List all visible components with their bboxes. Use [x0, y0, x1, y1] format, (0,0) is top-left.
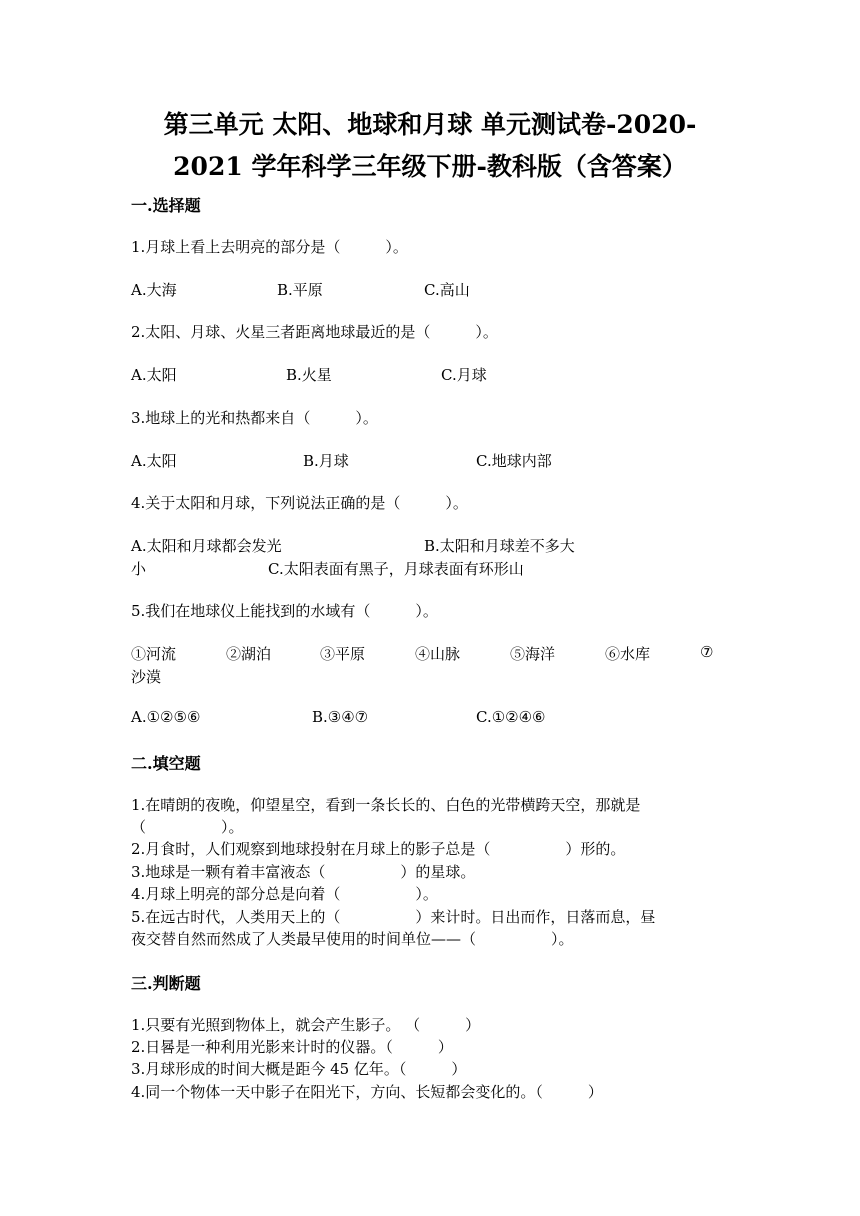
option-a: A.太阳 [131, 452, 177, 470]
list-item: ③平原 [320, 645, 366, 663]
question-stem: 3.地球上的光和热都来自（ ）。 [131, 409, 378, 427]
option-a: A.太阳和月球都会发光 [131, 537, 282, 555]
question-stem: 5.我们在地球仪上能找到的水域有（ ）。 [131, 602, 438, 620]
option-a: A.大海 [131, 281, 177, 299]
document-title [120, 104, 740, 188]
option-a: A.①②⑤⑥ [131, 708, 201, 726]
list-item-continued: 沙漠 [131, 668, 162, 686]
judge-line: 4.同一个物体一天中影子在阳光下，方向、长短都会变化的。（ ） [131, 1083, 603, 1101]
option-b: B.③④⑦ [312, 708, 369, 726]
option-a: A.太阳 [131, 366, 177, 384]
option-c: C.①②④⑥ [476, 708, 546, 726]
option-b: B.太阳和月球差不多大 [424, 537, 575, 555]
option-b-continued: 小 [131, 560, 147, 578]
list-item: ⑥水库 [605, 645, 651, 663]
list-item: ②湖泊 [226, 645, 272, 663]
option-b: B.平原 [277, 281, 323, 299]
fill-line: 3.地球是一颗有着丰富液态（ ）的星球。 [131, 863, 476, 881]
section-heading-choice: 一.选择题 [131, 196, 201, 215]
title-line-1: 第三单元 太阳、地球和月球 单元测试卷-2020- [163, 110, 697, 139]
list-item: ⑤海洋 [510, 645, 556, 663]
fill-line: 1.在晴朗的夜晚，仰望星空，看到一条长长的、白色的光带横跨天空，那就是 [131, 796, 641, 814]
list-item: ⑦ [700, 643, 714, 661]
fill-line: 2.月食时，人们观察到地球投射在月球上的影子总是（ ）形的。 [131, 840, 626, 858]
title-line-2: 2021 学年科学三年级下册-教科版（含答案） [173, 152, 687, 181]
option-b: B.月球 [303, 452, 349, 470]
fill-line: 夜交替自然而然成了人类最早使用的时间单位——（ ）。 [131, 930, 574, 948]
fill-line: 4.月球上明亮的部分总是向着（ ）。 [131, 885, 438, 903]
fill-line: 5.在远古时代，人类用天上的（ ）来计时。日出而作，日落而息，昼 [131, 908, 656, 926]
question-stem: 2.太阳、月球、火星三者距离地球最近的是（ ）。 [131, 323, 498, 341]
option-c: C.太阳表面有黑子，月球表面有环形山 [268, 560, 524, 578]
question-stem: 1.月球上看上去明亮的部分是（ ）。 [131, 238, 408, 256]
question-stem: 4.关于太阳和月球，下列说法正确的是（ ）。 [131, 494, 468, 512]
option-c: C.月球 [441, 366, 487, 384]
list-item: ①河流 [131, 645, 177, 663]
fill-line: （ ）。 [131, 818, 244, 836]
judge-line: 1.只要有光照到物体上，就会产生影子。 （ ） [131, 1016, 481, 1034]
section-heading-judge: 三.判断题 [131, 974, 201, 993]
option-c: C.高山 [424, 281, 470, 299]
judge-line: 3.月球形成的时间大概是距今 45 亿年。（ ） [131, 1060, 467, 1078]
option-b: B.火星 [286, 366, 332, 384]
option-c: C.地球内部 [476, 452, 552, 470]
list-item: ④山脉 [415, 645, 461, 663]
judge-line: 2.日晷是一种利用光影来计时的仪器。（ ） [131, 1038, 453, 1056]
section-heading-fill: 二.填空题 [131, 754, 201, 773]
